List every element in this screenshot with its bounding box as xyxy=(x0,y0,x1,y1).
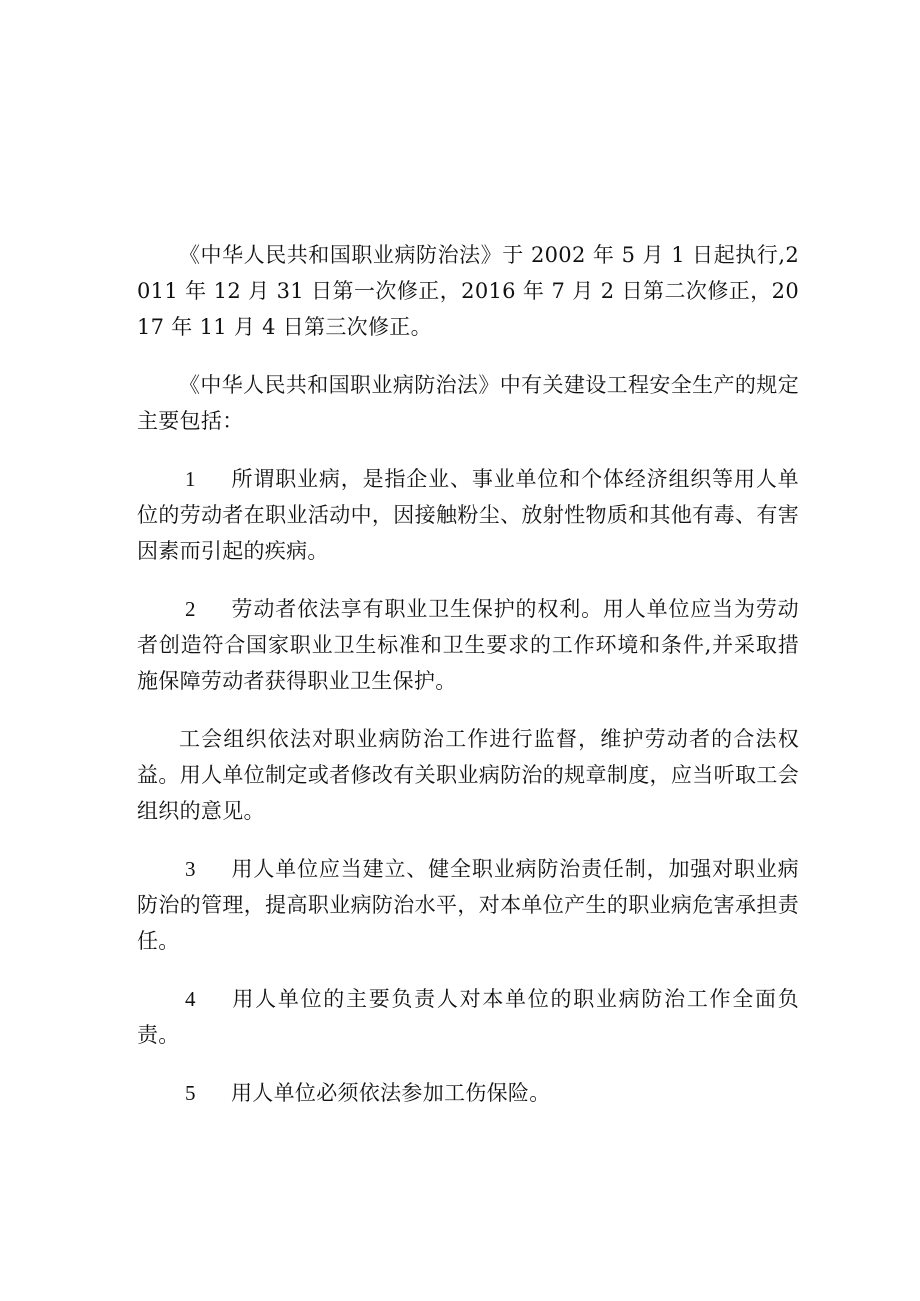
item-text: 用人单位的主要负责人对本单位的职业病防治工作全面负责。 xyxy=(137,987,799,1047)
paragraph-law-history: 《中华人民共和国职业病防治法》于 2002 年 5 月 1 日起执行,2011 年 12 月 31 日第一次修正，2016 年 7 月 2 日第二次修正，2017 年 11 月 4 日第三次修正。 xyxy=(137,243,799,339)
item-text: 用人单位应当建立、健全职业病防治责任制，加强对职业病防治的管理，提高职业病防治水平，对本单位产生的职业病危害承担责任。 xyxy=(137,857,799,953)
numbered-item-2 xyxy=(137,591,799,699)
item-number: 3 xyxy=(185,857,196,881)
paragraph-intro: 《中华人民共和国职业病防治法》中有关建设工程安全生产的规定主要包括： xyxy=(137,373,799,433)
item-text: 用人单位必须依法参加工伤保险。 xyxy=(231,1081,551,1105)
numbered-item-1 xyxy=(137,461,799,569)
item-number: 1 xyxy=(185,467,196,491)
numbered-item-3 xyxy=(137,851,799,959)
item-text: 劳动者依法享有职业卫生保护的权利。用人单位应当为劳动者创造符合国家职业卫生标准和卫生要求的工作环境和条件,并采取措施保障劳动者获得职业卫生保护。 xyxy=(137,597,799,693)
numbered-item-5 xyxy=(137,1075,799,1111)
item-number: 5 xyxy=(185,1081,196,1105)
item-text: 所谓职业病，是指企业、事业单位和个体经济组织等用人单位的劳动者在职业活动中，因接触粉尘、放射性物质和其他有毒、有害因素而引起的疾病。 xyxy=(137,467,799,563)
item-number: 2 xyxy=(185,597,196,621)
numbered-item-4 xyxy=(137,981,799,1053)
paragraph-union: 工会组织依法对职业病防治工作进行监督，维护劳动者的合法权益。用人单位制定或者修改有关职业病防治的规章制度，应当听取工会组织的意见。 xyxy=(137,727,799,823)
item-number: 4 xyxy=(185,987,196,1011)
document-body xyxy=(137,237,799,1131)
